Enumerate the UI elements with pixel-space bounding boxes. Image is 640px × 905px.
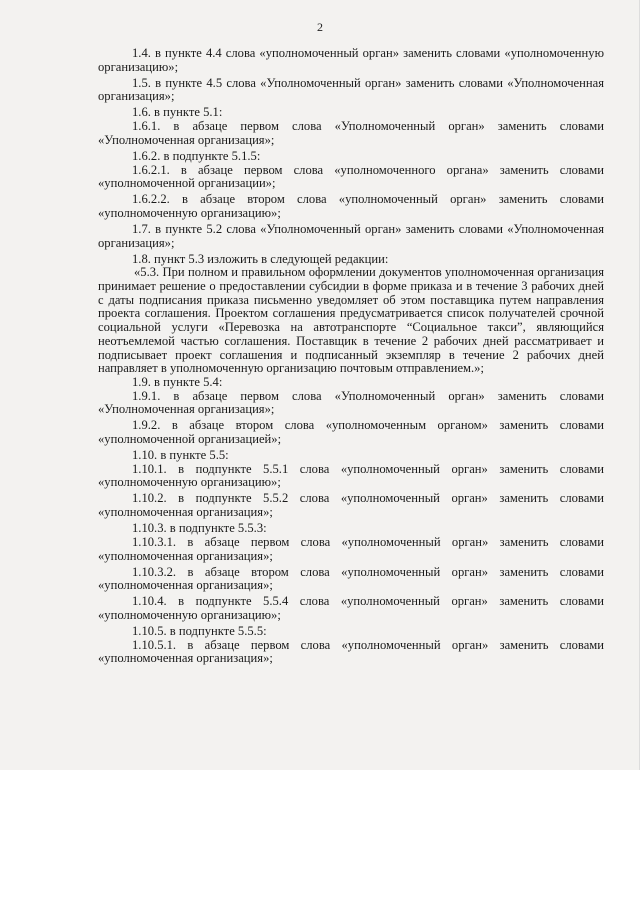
paragraph-1-6-2: 1.6.2. в подпункте 5.1.5:	[132, 148, 261, 163]
paragraph-1-6-2-2: 1.6.2.2. в абзаце втором слова «уполномоченный орган» заменить словами «уполномоченную организацию»;	[98, 192, 604, 220]
paragraph-1-10-3-2: 1.10.3.2. в абзаце втором слова «уполномоченный орган» заменить словами «уполномоченная организация»;	[98, 564, 604, 593]
paragraph-1-6: 1.6. в пункте 5.1:	[132, 105, 223, 120]
paragraph-1-10-2: 1.10.2. в подпункте 5.5.2 слова «уполномоченный орган» заменить словами «уполномоченная организация»;	[98, 491, 604, 520]
blank-area	[0, 770, 640, 905]
paragraph-1-6-2-1: 1.6.2.1. в абзаце первом слова «уполномоченного органа» заменить словами «уполномоченной организации»;	[98, 162, 604, 191]
document-body	[98, 47, 604, 668]
paragraph-1-4: 1.4. в пункте 4.4 слова «уполномоченный орган» заменить словами «уполномоченную организацию»;	[98, 46, 604, 74]
paragraph-1-10-3: 1.10.3. в подпункте 5.5.3:	[132, 521, 267, 536]
paragraph-1-7: 1.7. в пункте 5.2 слова «Уполномоченный орган» заменить словами «Уполномоченная организация»;	[98, 221, 604, 250]
paragraph-quoted-5-3: «5.3. При полном и правильном оформлении документов уполномоченная организация принимает решение о предоставлении субсидии в форме приказа и в течение 3 рабочих дней с даты подписания приказа письменно уведомляет об этом поставщика путем направления проекта соглашения. Проектом соглашения предусматривается список получателей срочной социальной услуги «Перевозка на автотранспорте “Социальное такси”, являющийся неотъемлемой частью соглашения. Поставщик в течение 2 рабочих дней рассматривает и подписывает проект соглашения и подписанный экземпляр в течение 2 рабочих дней направляет в уполномоченную организацию почтовым отправлением.»;	[98, 265, 604, 376]
paragraph-1-10-4: 1.10.4. в подпункте 5.5.4 слова «уполномоченный орган» заменить словами «уполномоченную организацию»;	[98, 594, 604, 622]
paragraph-1-10-5-1: 1.10.5.1. в абзаце первом слова «уполномоченный орган» заменить словами «уполномоченная организация»;	[98, 637, 604, 666]
paragraph-1-10-5: 1.10.5. в подпункте 5.5.5:	[132, 623, 267, 638]
paragraph-1-9-1: 1.9.1. в абзаце первом слова «Уполномоченный орган» заменить словами «Уполномоченная организация»;	[98, 388, 604, 417]
paragraph-1-10-1: 1.10.1. в подпункте 5.5.1 слова «уполномоченный орган» заменить словами «уполномоченную организацию»;	[98, 461, 604, 490]
paragraph-1-5: 1.5. в пункте 4.5 слова «Уполномоченный орган» заменить словами «Уполномоченная организация»;	[98, 75, 604, 104]
paragraph-1-10-3-1: 1.10.3.1. в абзаце первом слова «уполномоченный орган» заменить словами «уполномоченная организация»;	[98, 534, 604, 563]
page-number: 2	[317, 20, 323, 34]
paragraph-1-6-1: 1.6.1. в абзаце первом слова «Уполномоченный орган» заменить словами «Уполномоченная организация»;	[98, 119, 604, 147]
paragraph-1-10: 1.10. в пункте 5.5:	[132, 448, 229, 463]
paragraph-1-9: 1.9. в пункте 5.4:	[132, 374, 223, 389]
paragraph-1-9-2: 1.9.2. в абзаце втором слова «уполномоченным органом» заменить словами «уполномоченной организацией»;	[98, 418, 604, 447]
paragraph-1-8: 1.8. пункт 5.3 изложить в следующей редакции:	[132, 251, 389, 266]
